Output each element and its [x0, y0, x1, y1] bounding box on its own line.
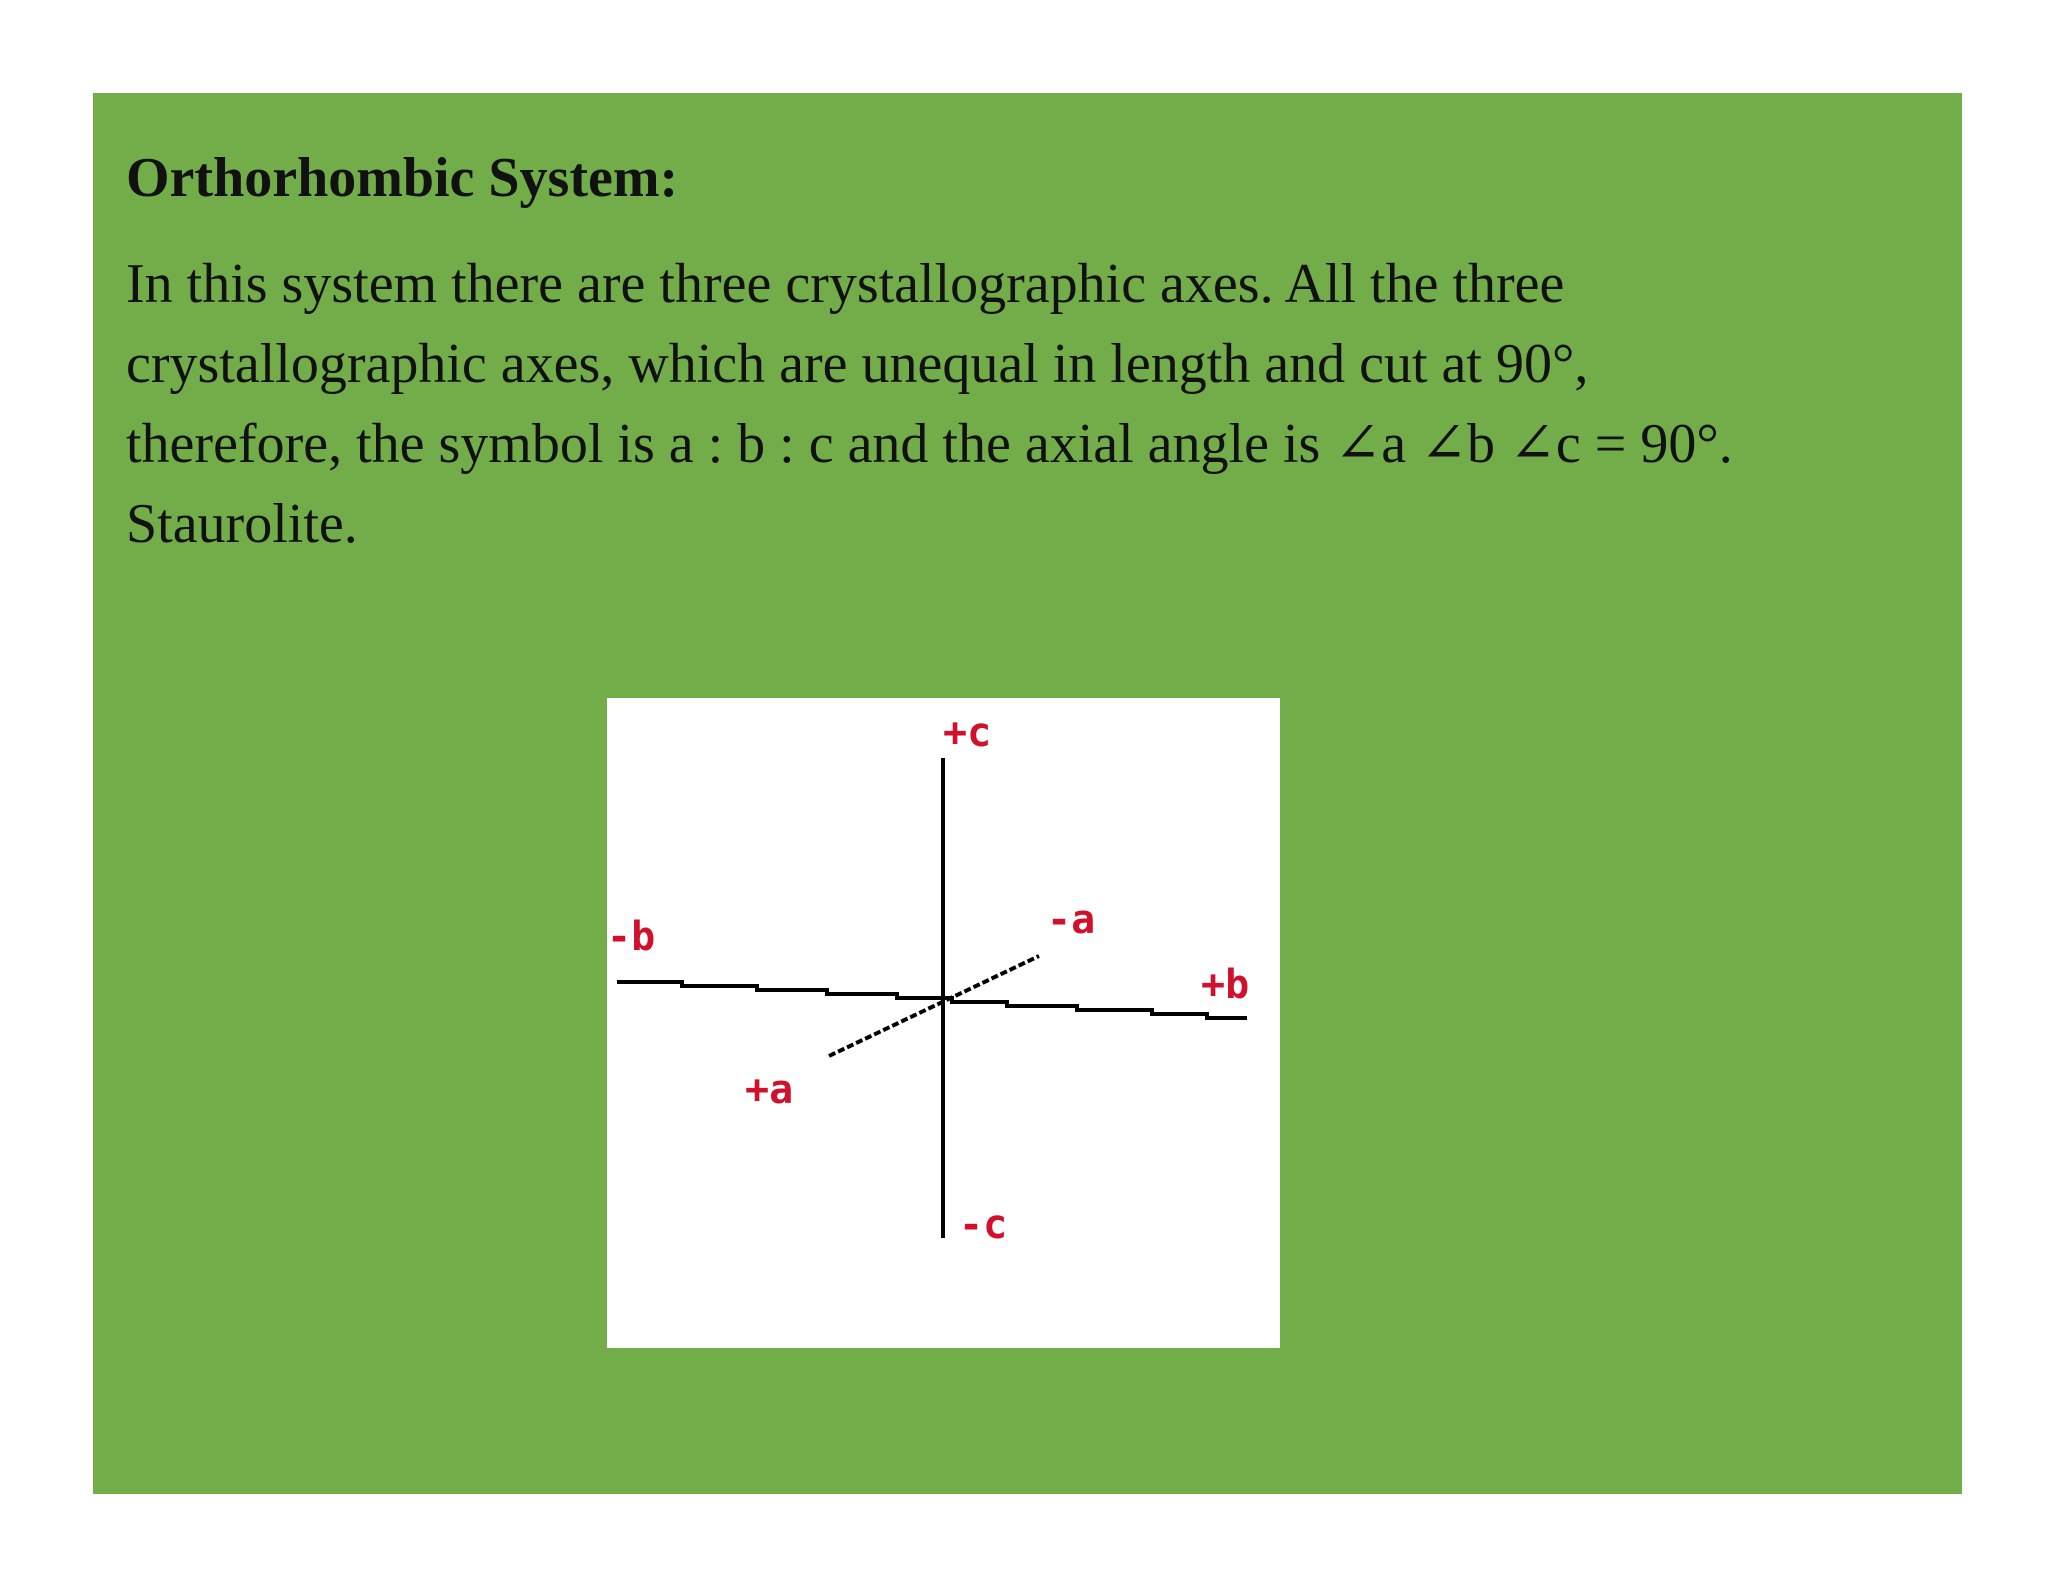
b-axis-line — [617, 982, 1247, 1018]
body-line: therefore, the symbol is a : b : c and the axial angle is ∠a ∠b ∠c = 90°. — [126, 413, 1733, 475]
plus-b-label: +b — [1201, 962, 1250, 1008]
body-line: crystallographic axes, which are unequal in length and cut at 90°, — [126, 333, 1589, 395]
minus-a-label: -a — [1047, 897, 1096, 943]
crystal-axes-svg — [607, 698, 1280, 1348]
minus-c-label: -c — [959, 1202, 1008, 1248]
slide-body-text — [126, 244, 1926, 564]
slide-heading: Orthorhombic System: — [126, 147, 679, 209]
body-line: Staurolite. — [126, 493, 358, 555]
slide-panel — [93, 93, 1962, 1494]
crystal-axes-diagram — [607, 698, 1280, 1348]
body-line: In this system there are three crystallographic axes. All the three — [126, 253, 1565, 315]
minus-b-label: -b — [607, 914, 656, 960]
plus-a-label: +a — [745, 1067, 794, 1113]
plus-c-label: +c — [943, 710, 992, 756]
